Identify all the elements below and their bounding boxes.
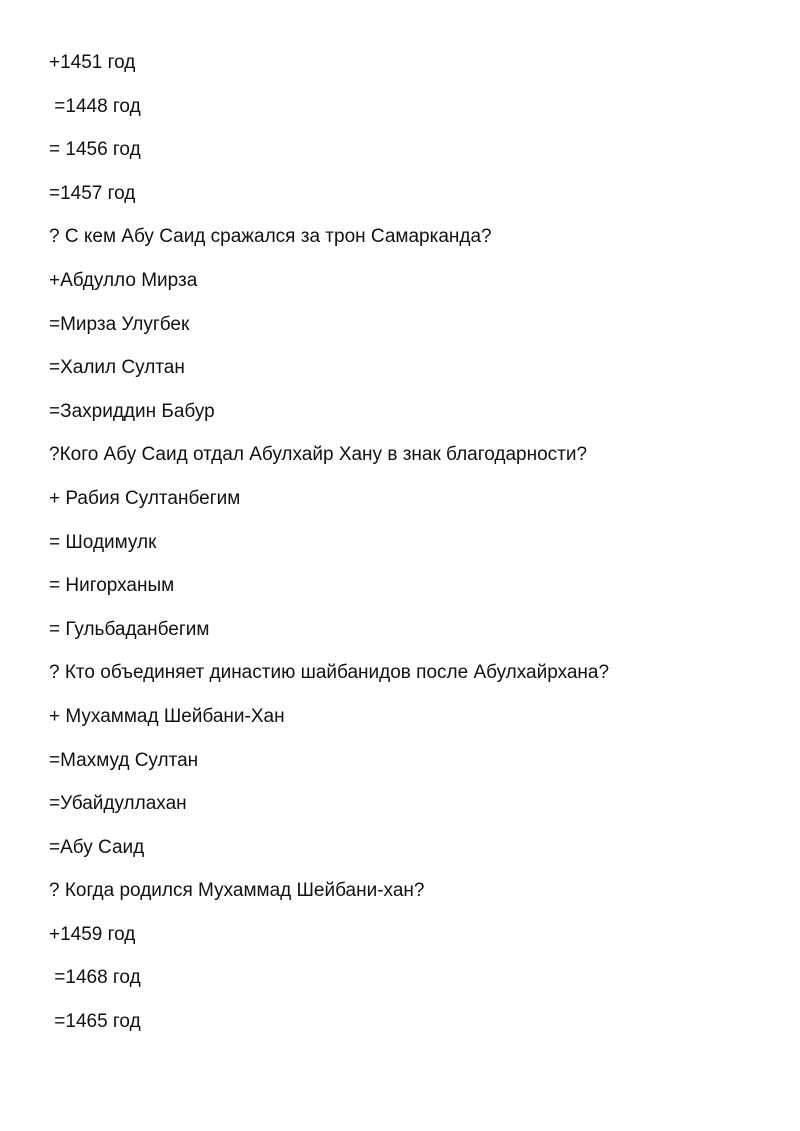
question-line: ?Кого Абу Саид отдал Абулхайр Хану в знак благодарности? xyxy=(49,444,588,466)
question-line: ? С кем Абу Саид сражался за трон Самарканда? xyxy=(49,226,492,248)
answer-option: = Шодимулк xyxy=(49,531,157,553)
answer-option: = 1456 год xyxy=(49,139,141,161)
answer-option: =Халил Султан xyxy=(49,357,185,379)
answer-option: =Мирза Улугбек xyxy=(49,313,190,335)
answer-option: +1459 год xyxy=(49,923,136,945)
answer-option: = Гульбаданбегим xyxy=(49,618,210,640)
answer-option: = Нигорханым xyxy=(49,575,175,597)
answer-option: =Абу Саид xyxy=(49,836,145,858)
answer-option: =1457 год xyxy=(49,182,136,204)
answer-option: =1465 год xyxy=(49,1011,141,1033)
question-line: ? Кто объединяет династию шайбанидов после Абулхайрхана? xyxy=(49,662,610,684)
answer-option: +Абдулло Мирза xyxy=(49,269,198,291)
answer-option: =Убайдуллахан xyxy=(49,793,187,815)
answer-option: +1451 год xyxy=(49,52,136,73)
answer-option: =Махмуд Султан xyxy=(49,749,199,771)
answer-option: + Рабия Султанбегим xyxy=(49,487,241,509)
document-body xyxy=(49,50,760,1053)
answer-option: =1448 год xyxy=(49,95,141,117)
answer-option: + Мухаммад Шейбани-Хан xyxy=(49,705,285,727)
answer-option: =1468 год xyxy=(49,967,141,989)
answer-option: =Захриддин Бабур xyxy=(49,400,215,422)
question-line: ? Когда родился Мухаммад Шейбани-хан? xyxy=(49,880,425,902)
